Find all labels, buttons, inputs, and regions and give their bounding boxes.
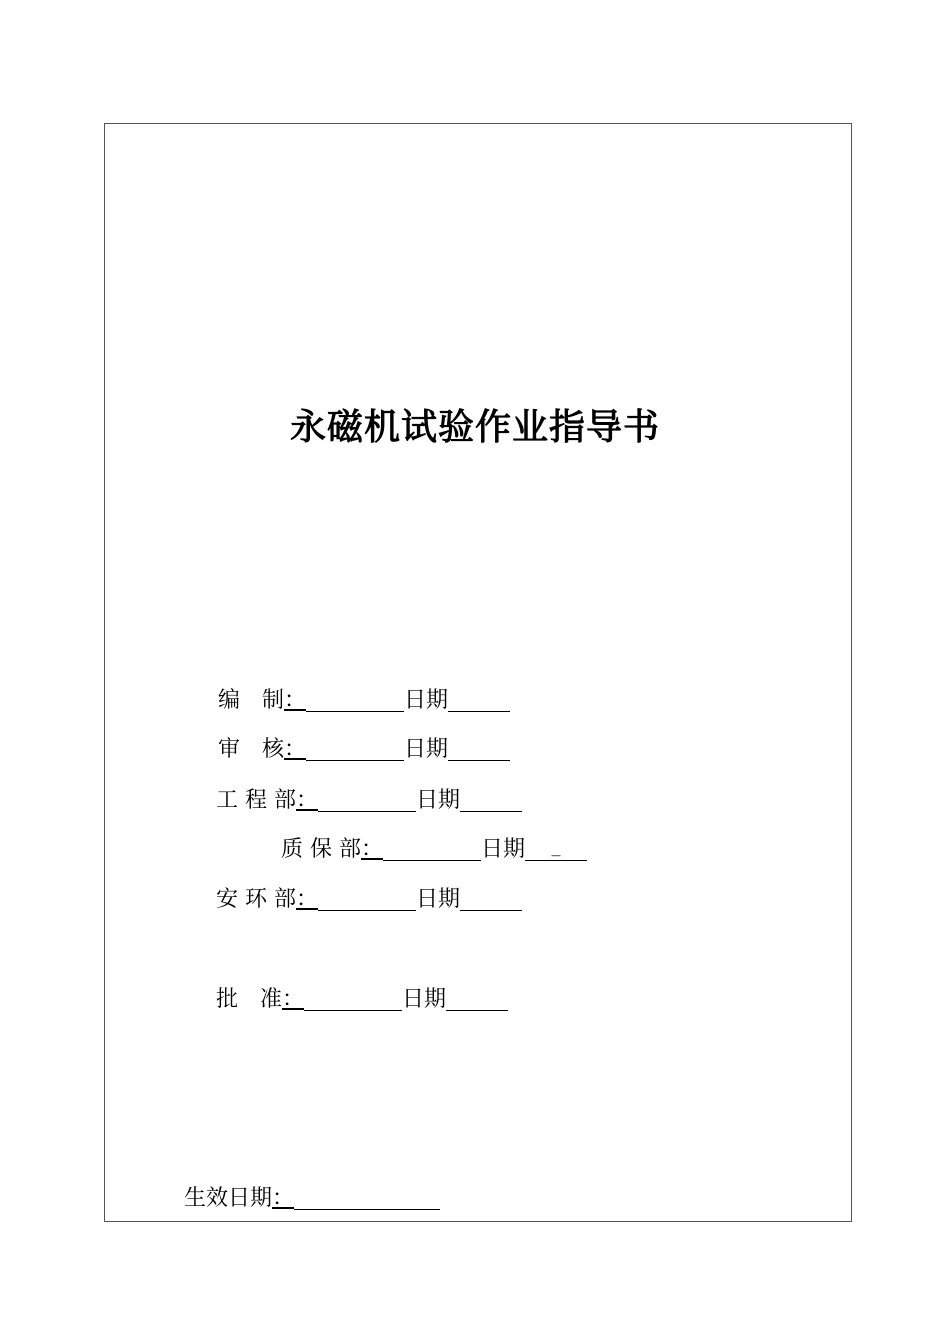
sign-row-label: 工 程 部 [216,788,296,813]
effective-date-label: 生效日期 [184,1186,273,1211]
sign-row-colon: ： [284,688,307,713]
date-label: 日期 [416,788,461,813]
date-blank[interactable] [460,789,522,812]
sign-row-colon: ： [284,737,307,762]
date-label: 日期 [404,737,449,762]
date-label: 日期 [481,837,526,862]
signature-blank[interactable] [383,838,481,861]
sign-row-safety-environment [216,885,522,915]
sign-row-colon: ： [296,887,319,912]
sign-row-approve [216,985,508,1015]
date-blank[interactable] [446,988,508,1011]
signature-blank[interactable] [306,738,404,761]
signature-blank[interactable] [304,988,402,1011]
effective-date-row [184,1184,440,1214]
sign-row-colon: ： [361,837,384,862]
date-blank[interactable] [460,888,522,911]
sign-row-review [218,735,510,765]
sign-row-engineering [216,786,522,816]
signature-blank[interactable] [306,689,404,712]
date-label: 日期 [404,688,449,713]
sign-row-label: 审 核 [218,737,285,762]
date-blank[interactable]: _ [525,838,587,861]
sign-row-colon: ： [282,987,305,1012]
date-label: 日期 [416,887,461,912]
sign-row-quality [281,835,587,865]
signature-blank[interactable] [318,888,416,911]
page-border-frame [104,123,852,1222]
date-blank[interactable] [448,689,510,712]
sign-row-compile [218,686,510,716]
date-blank[interactable] [448,738,510,761]
sign-row-label: 质 保 部 [281,837,361,862]
document-title: 永磁机试验作业指导书 [289,407,660,448]
sign-row-label: 编 制 [218,688,285,713]
effective-date-colon: ： [272,1186,295,1211]
sign-row-label: 安 环 部 [216,887,296,912]
sign-row-colon: ： [296,788,319,813]
effective-date-blank[interactable] [294,1187,440,1210]
signature-blank[interactable] [318,789,416,812]
date-label: 日期 [402,987,447,1012]
sign-row-label: 批 准 [216,987,283,1012]
